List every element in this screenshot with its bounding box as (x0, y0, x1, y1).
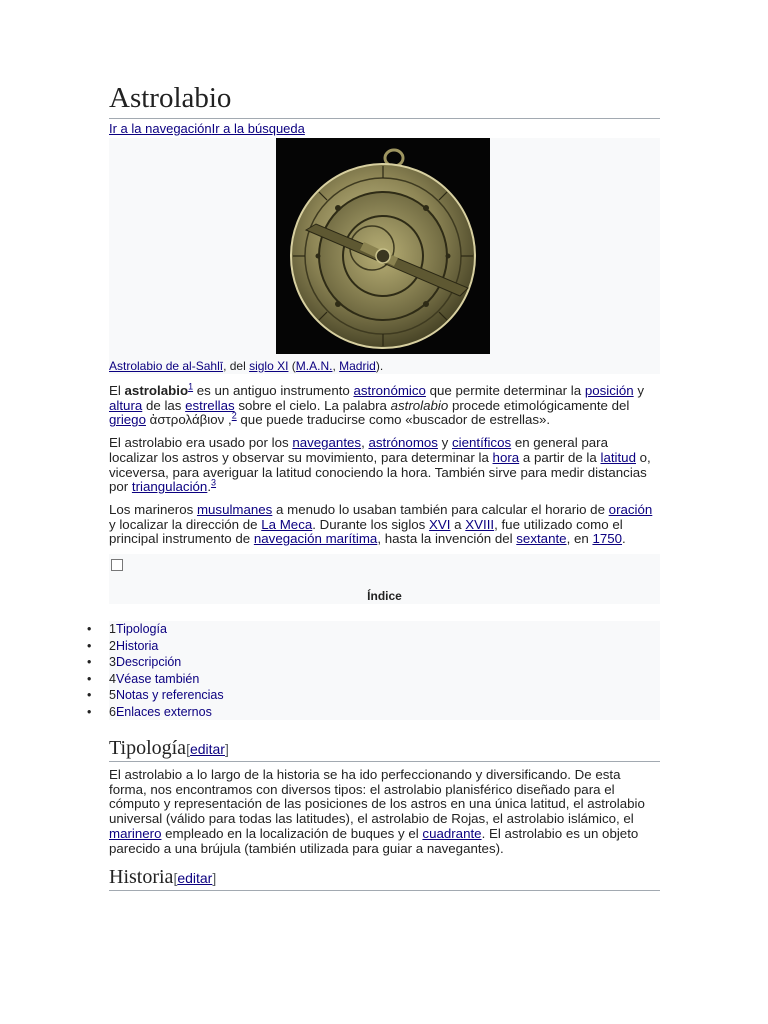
toc-title: Índice (367, 589, 402, 604)
link-astronomos[interactable]: astrónomos (368, 435, 438, 451)
italic-term: astrolabio (390, 397, 449, 413)
link-estrellas[interactable]: estrellas (185, 397, 235, 413)
link-astronomico[interactable]: astronómico (353, 383, 426, 398)
jump-to-search-link[interactable]: Ir a la búsqueda (211, 121, 305, 136)
link-la-meca[interactable]: La Meca (261, 516, 313, 532)
toc-number: 5 (109, 688, 116, 703)
text-span: , en (566, 531, 593, 547)
article (109, 78, 660, 891)
intro-paragraph (109, 436, 660, 495)
text-span: o, viceversa, para averiguar la latitud conociendo la hora. También sirve para medir distancias por (109, 449, 651, 495)
toc-number: 2 (109, 638, 116, 653)
text-span: de las (142, 397, 186, 413)
bracket: [ (173, 870, 178, 887)
text-span: El (109, 383, 125, 398)
toc-item[interactable] (109, 687, 660, 704)
link-xviii[interactable]: XVIII (465, 516, 495, 532)
caption-link-siglo[interactable]: siglo XI (249, 359, 289, 373)
text-span: que puede traducirse como «buscador de estrellas». (236, 412, 551, 428)
text-span: es un antiguo instrumento (193, 383, 354, 398)
edit-link[interactable]: editar (177, 870, 213, 887)
caption-link-madrid[interactable]: Madrid (339, 359, 376, 373)
reference-link[interactable]: 2 (231, 410, 237, 421)
jump-links (109, 120, 660, 138)
toc-number: 6 (109, 704, 116, 719)
toc-number: 1 (109, 622, 116, 637)
edit-section (173, 870, 216, 886)
link-sextante[interactable]: sextante (516, 531, 567, 547)
text-span: y localizar la dirección de (109, 516, 262, 532)
toc-link-descripcion[interactable]: Descripción (115, 655, 182, 670)
text-span: a partir de la (519, 449, 601, 465)
toc-link-notas[interactable]: Notas y referencias (115, 688, 224, 703)
caption-text: ( (288, 359, 296, 373)
text-span: . El astrolabio es un objeto parecido a una brújula (también utilizada para guiar a navegantes). (109, 825, 639, 856)
reference-link[interactable]: 1 (188, 381, 194, 392)
toc-number: 4 (109, 671, 116, 686)
link-oracion[interactable]: oración (608, 501, 653, 517)
link-navegantes[interactable]: navegantes (292, 435, 362, 451)
intro-paragraph (109, 503, 660, 547)
text-span: El astrolabio a lo largo de la historia se ha ido perfeccionando y diversificando. De esta forma, nos encontramos con diversos tipos: el astrolabio planisférico diseñado para el cómputo y representación de las posiciones de los astros en una única latitud, el astrolabio universal (válido para todas las latitudes), el astrolabio de Rojas, el astrolabio islámico, el (109, 767, 645, 827)
toc-link-vease-tambien[interactable]: Véase también (115, 671, 200, 686)
text-span: ἀστρολάβιον , (145, 412, 232, 428)
toc-toggle-checkbox[interactable] (111, 559, 123, 571)
edit-section (186, 741, 229, 757)
bracket: ] (224, 741, 229, 758)
text-span: . (207, 479, 212, 495)
astrolabe-illustration (276, 138, 490, 354)
text-span: empleado en la localización de buques y el (161, 825, 423, 841)
link-latitud[interactable]: latitud (600, 449, 636, 465)
tipologia-paragraph (109, 768, 660, 856)
link-hora[interactable]: hora (492, 449, 520, 465)
link-musulmanes[interactable]: musulmanes (196, 501, 273, 517)
link-marinero[interactable]: marinero (109, 825, 162, 841)
text-span: , fue utilizado como el principal instrumento de (109, 516, 623, 547)
figure-caption (109, 358, 383, 374)
text-span: . Durante los siglos (312, 516, 430, 532)
link-griego[interactable]: griego (109, 412, 146, 428)
section-heading-text: Tipología (109, 737, 187, 760)
text-span: , (361, 435, 369, 451)
link-posicion[interactable]: posición (584, 383, 634, 398)
link-triangulacion[interactable]: triangulación (131, 479, 208, 495)
caption-text: ). (375, 359, 384, 373)
page-title: Astrolabio (109, 78, 660, 119)
text-span: y (633, 383, 644, 398)
edit-link[interactable]: editar (189, 741, 225, 758)
section-heading-tipologia (109, 736, 660, 762)
link-navegacion-maritima[interactable]: navegación marítima (253, 531, 378, 547)
toc-item[interactable] (109, 704, 660, 721)
link-altura[interactable]: altura (109, 397, 143, 413)
text-span: que permite determinar la (425, 383, 585, 398)
toc-link-tipologia[interactable]: Tipología (115, 622, 167, 637)
toc-item[interactable] (109, 638, 660, 655)
bold-term: astrolabio (124, 383, 189, 398)
section-heading-historia (109, 865, 660, 891)
caption-text: , del (223, 359, 250, 373)
figure (109, 138, 660, 374)
text-span: El astrolabio era usado por los (109, 435, 293, 451)
link-cuadrante[interactable]: cuadrante (422, 825, 482, 841)
text-span: Los marineros (109, 501, 197, 517)
text-span: sobre el cielo. La palabra (234, 397, 391, 413)
jump-to-navigation-link[interactable]: Ir a la navegación (109, 121, 212, 136)
toc-link-enlaces[interactable]: Enlaces externos (115, 704, 212, 719)
bracket: [ (186, 741, 190, 758)
intro-paragraph (109, 381, 660, 428)
toc-link-historia[interactable]: Historia (115, 638, 159, 653)
text-span: , hasta la invención del (377, 531, 517, 547)
link-cientificos[interactable]: científicos (452, 435, 512, 451)
caption-link-astrolabio[interactable]: Astrolabio de al-Sahlī (109, 359, 224, 373)
bracket: ] (212, 870, 217, 887)
reference-link[interactable]: 3 (211, 477, 217, 488)
toc-list (109, 621, 660, 720)
link-xvi[interactable]: XVI (429, 516, 451, 532)
section-heading-text: Historia (109, 866, 174, 889)
astrolabe-image[interactable] (276, 138, 490, 354)
text-span: . (622, 531, 626, 547)
toc-item[interactable] (109, 621, 660, 638)
link-1750[interactable]: 1750 (592, 531, 623, 547)
text-span: y (437, 435, 452, 451)
text-span: a menudo lo usaban también para calcular el horario de (272, 501, 609, 517)
caption-link-man[interactable]: M.A.N. (295, 359, 333, 373)
caption-text: , (332, 359, 340, 373)
toc-item[interactable] (109, 654, 660, 671)
toc-number: 3 (109, 655, 116, 670)
toc-item[interactable] (109, 671, 660, 688)
toc-box (109, 554, 660, 604)
text-span: procede etimológicamente del (448, 397, 630, 413)
text-span: a (450, 516, 466, 532)
text-span: en general para localizar los astros y observar su movimiento, para determinar la (109, 435, 608, 465)
